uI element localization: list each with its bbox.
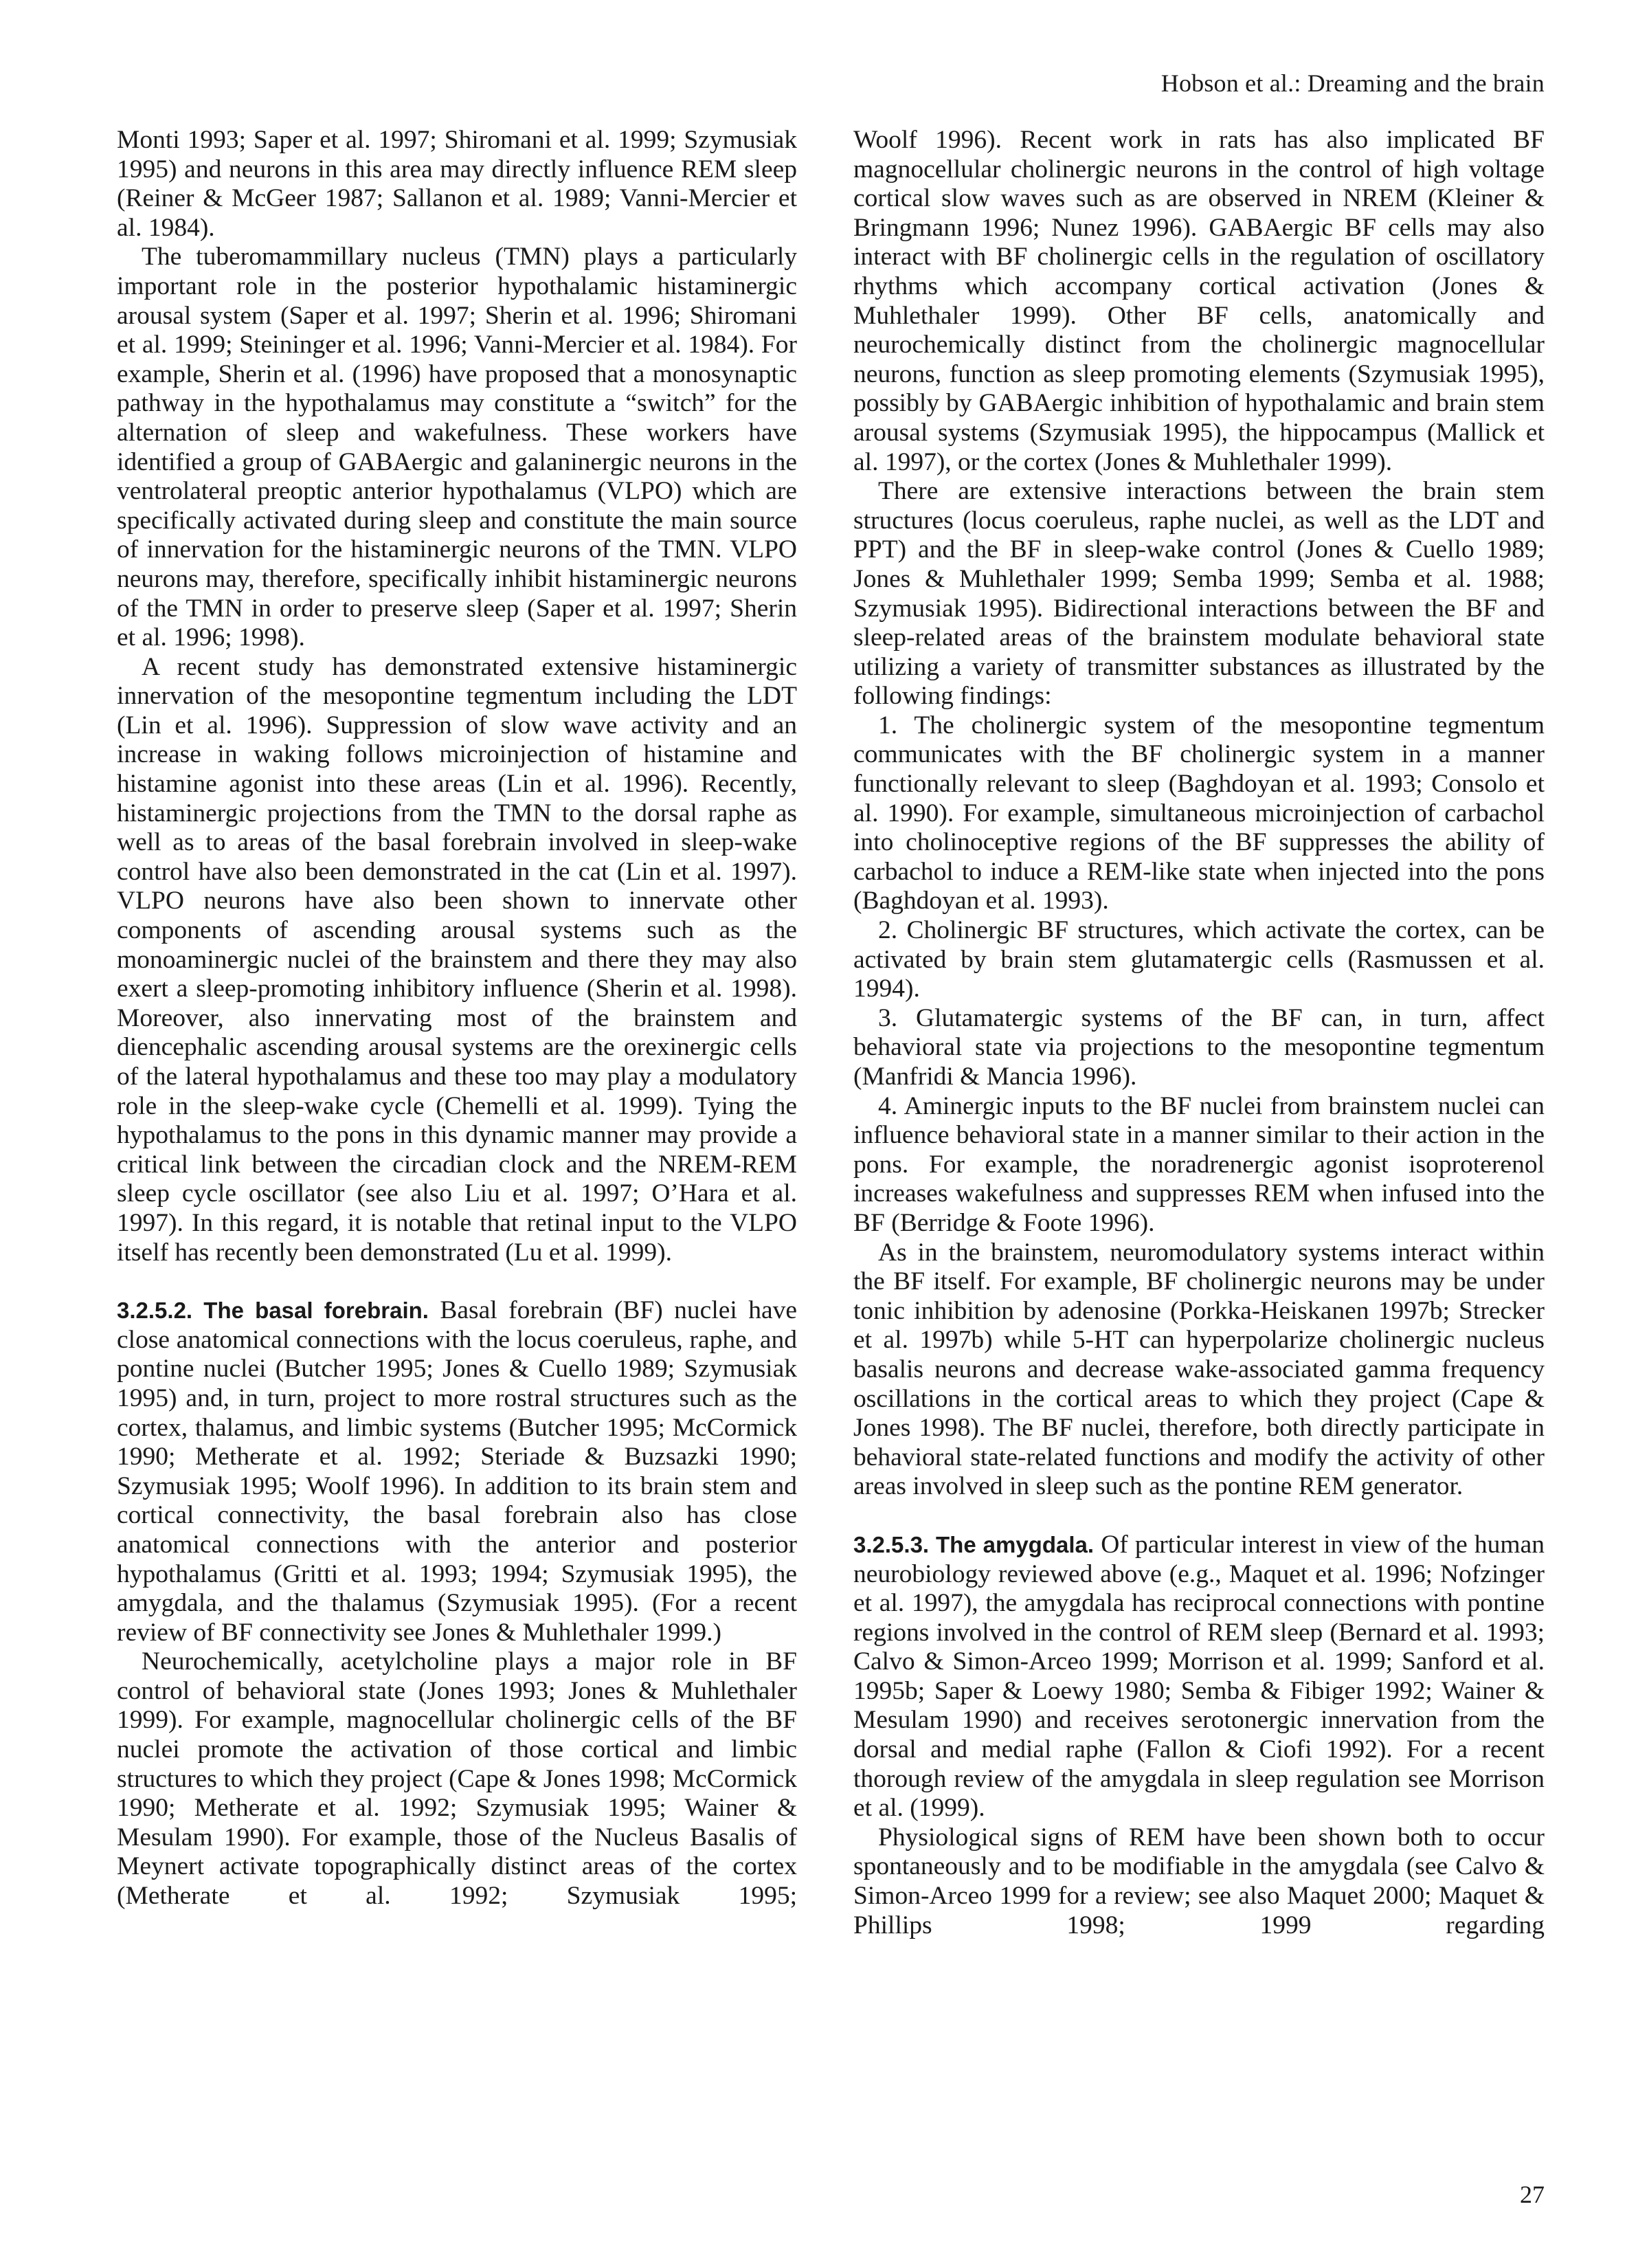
paragraph: Woolf 1996). Recent work in rats has also implicated BF magnocellular cholinergic neurons in the control of high voltage cortical slow waves such as are observed in NREM (Kleiner & Bringmann 1996; Nunez 1996). GABAergic BF cells may also interact with BF cholinergic cells in the regulation of oscillatory rhythms which accompany cortical activation (Jones & Muhlethaler 1999). Other BF cells, anatomically and neurochemically distinct from the cholinergic magnocellular neurons, function as sleep promoting elements (Szymusiak 1995), possibly by GABAergic inhibition of hypothalamic and brain stem arousal systems (Szymusiak 1995), the hippocampus (Mallick et al. 1997), or the cortex (Jones & Muhlethaler 1999). (853, 126, 1545, 476)
paragraph-text: Of particular interest in view of the human neurobiology reviewed above (e.g., Maquet et al. 1996; Nofzinger et al. 1997), the amygdala has reciprocal connections with pontine regions involved in the control of REM sleep (Bernard et al. 1993; Calvo & Simon-Arceo 1999; Morrison et al. 1999; Sanford et al. 1995b; Saper & Loewy 1980; Semba & Fibiger 1992; Wainer & Mesulam 1990) and receives serotonergic innervation from the dorsal and medial raphe (Fallon & Ciofi 1992). For a recent thorough review of the amygdala in sleep regulation see Morrison et al. (1999). (853, 1530, 1545, 1823)
list-item: 2. Cholinergic BF structures, which activate the cortex, can be activated by brain stem glutamatergic cells (Rasmussen et al. 1994). (853, 916, 1545, 1003)
paragraph: Physiological signs of REM have been shown both to occur spontaneously and to be modifiable in the amygdala (see Calvo & Simon-Arceo 1999 for a review; see also Maquet 2000; Maquet & Phillips 1998; 1999 regarding (853, 1823, 1545, 1939)
paragraph: There are extensive interactions between the brain stem structures (locus coeruleus, raphe nuclei, as well as the LDT and PPT) and the BF in sleep-wake control (Jones & Cuello 1989; Jones & Muhlethaler 1999; Semba 1999; Semba et al. 1988; Szymusiak 1995). Bidirectional interactions between the BF and sleep-related areas of the brainstem modulate behavioral state utilizing a variety of transmitter substances as illustrated by the following findings: (853, 477, 1545, 711)
section-paragraph (853, 1531, 1545, 1823)
paragraph-text: Basal forebrain (BF) nuclei have close anatomical connections with the locus coeruleus, raphe, and pontine nuclei (Butcher 1995; Jones & Cuello 1989; Szymusiak 1995) and, in turn, project to more rostral structures such as the cortex, thalamus, and limbic systems (Butcher 1995; McCormick 1990; Metherate et al. 1992; Steriade & Buzsazki 1990; Szymusiak 1995; Woolf 1996). In addition to its brain stem and cortical connectivity, the basal forebrain also has close anatomical connections with the anterior and posterior hypothalamus (Gritti et al. 1993; 1994; Szymusiak 1995), the amygdala, and the thalamus (Szymusiak 1995). (For a recent review of BF connectivity see Jones & Muhlethaler 1999.) (117, 1296, 797, 1647)
list-item: 1. The cholinergic system of the mesopontine tegmentum communicates with the BF cholinergic system in a manner functionally relevant to sleep (Baghdoyan et al. 1993; Consolo et al. 1990). For example, simultaneous microinjection of carbachol into cholinoceptive regions of the BF suppresses the ability of carbachol to induce a REM-like state when injected into the pons (Baghdoyan et al. 1993). (853, 711, 1545, 915)
section-heading: 3.2.5.2. The basal forebrain. (117, 1298, 429, 1324)
page-number: 27 (1520, 2181, 1545, 2208)
section-heading: 3.2.5.3. The amygdala. (853, 1531, 1095, 1557)
paragraph: Monti 1993; Saper et al. 1997; Shiromani et al. 1999; Szymusiak 1995) and neurons in this area may directly influence REM sleep (Reiner & McGeer 1987; Sallanon et al. 1989; Vanni-Mercier et al. 1984). (117, 126, 797, 242)
section-paragraph (117, 1296, 797, 1647)
paragraph: Neurochemically, acetylcholine plays a major role in BF control of behavioral state (Jones 1993; Jones & Muhlethaler 1999). For example, magnocellular cholinergic cells of the BF nuclei promote the activation of those cortical and limbic structures to which they project (Cape & Jones 1998; McCormick 1990; Metherate et al. 1992; Szymusiak 1995; Wainer & Mesulam 1990). For example, those of the Nucleus Basalis of Meynert activate topographically distinct areas of the cortex (Metherate et al. 1992; Szymusiak 1995; (117, 1647, 797, 1911)
paragraph: As in the brainstem, neuromodulatory systems interact within the BF itself. For example, BF cholinergic neurons may be under tonic inhibition by adenosine (Porkka-Heiskanen 1997b; Strecker et al. 1997b) while 5-HT can hyperpolarize cholinergic nucleus basalis neurons and decrease wake-associated gamma frequency oscillations in the cortical areas to which they project (Cape & Jones 1998). The BF nuclei, therefore, both directly participate in behavioral state-related functions and modify the activity of other areas involved in sleep such as the pontine REM generator. (853, 1238, 1545, 1501)
paragraph: The tuberomammillary nucleus (TMN) plays a particularly important role in the posterior hypothalamic histaminergic arousal system (Saper et al. 1997; Sherin et al. 1996; Shiromani et al. 1999; Steininger et al. 1996; Vanni-Mercier et al. 1984). For example, Sherin et al. (1996) have proposed that a monosynaptic pathway in the hypothalamus may constitute a “switch” for the alternation of sleep and wakefulness. These workers have identified a group of GABAergic and galaninergic neurons in the ventrolateral preoptic anterior hypothalamus (VLPO) which are specifically activated during sleep and constitute the main source of innervation for the histaminergic neurons of the TMN. VLPO neurons may, therefore, specifically inhibit histaminergic neurons of the TMN in order to preserve sleep (Saper et al. 1997; Sherin et al. 1996; 1998). (117, 243, 797, 652)
left-column (117, 126, 797, 1911)
paragraph: A recent study has demonstrated extensive histaminergic innervation of the mesopontine tegmentum including the LDT (Lin et al. 1996). Suppression of slow wave activity and an increase in waking follows microinjection of histamine and histamine agonist into these areas (Lin et al. 1996). Recently, histaminergic projections from the TMN to the dorsal raphe as well as to areas of the basal forebrain involved in sleep-wake control have also been demonstrated in the cat (Lin et al. 1997). VLPO neurons have also been shown to innervate other components of ascending arousal systems such as the monoaminergic nuclei of the brainstem and there they may also exert a sleep-promoting inhibitory influence (Sherin et al. 1998). Moreover, also innervating most of the brainstem and diencephalic ascending arousal systems are the orexinergic cells of the lateral hypothalamus and these too may play a modulatory role in the sleep-wake cycle (Chemelli et al. 1999). Tying the hypothalamus to the pons in this dynamic manner may provide a critical link between the circadian clock and the NREM-REM sleep cycle oscillator (see also Liu et al. 1997; O’Hara et al. 1997). In this regard, it is notable that retinal input to the VLPO itself has recently been demonstrated (Lu et al. 1999). (117, 652, 797, 1267)
list-item: 4. Aminergic inputs to the BF nuclei from brainstem nuclei can influence behavioral state in a manner similar to their action in the pons. For example, the noradrenergic agonist isoproterenol increases wakefulness and suppresses REM when infused into the BF (Berridge & Foote 1996). (853, 1091, 1545, 1237)
running-head: Hobson et al.: Dreaming and the brain (1160, 69, 1545, 97)
right-column (853, 126, 1545, 1940)
list-item: 3. Glutamatergic systems of the BF can, in turn, affect behavioral state via projections to the mesopontine tegmentum (Manfridi & Mancia 1996). (853, 1003, 1545, 1091)
